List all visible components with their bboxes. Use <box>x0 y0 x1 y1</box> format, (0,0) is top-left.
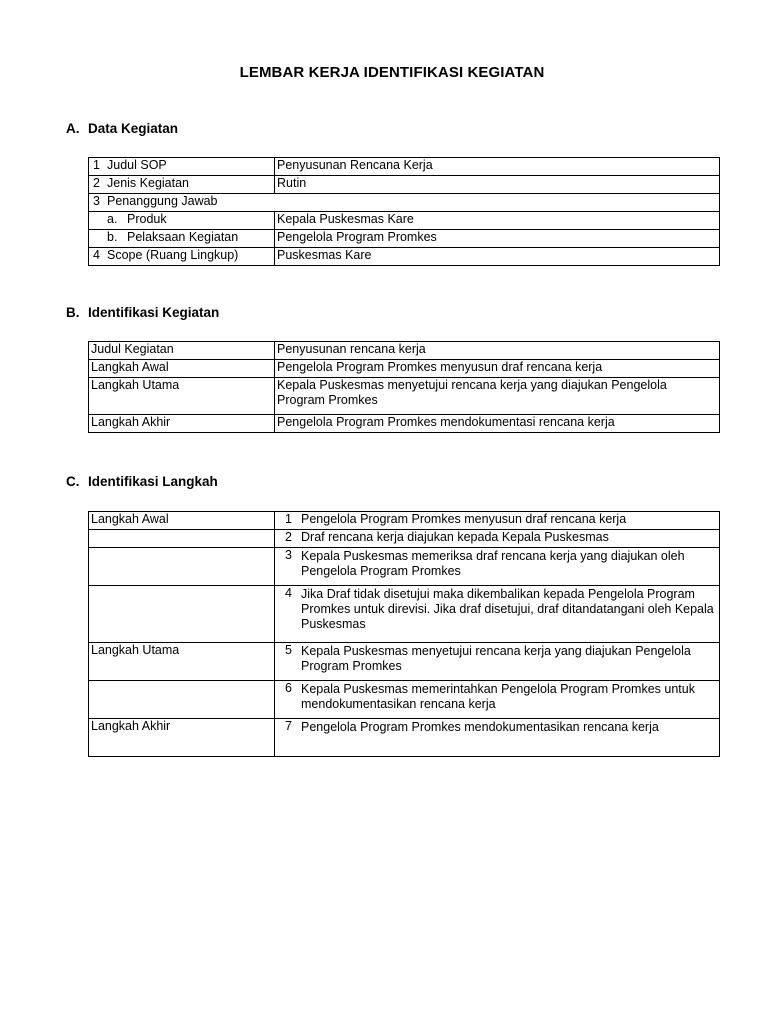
table-row <box>89 530 720 548</box>
identifikasi-kegiatan-table <box>88 341 720 433</box>
row-value: Pengelola Program Promkes mendokumentasi rencana kerja <box>275 415 720 433</box>
data-kegiatan-table <box>88 157 720 266</box>
sub-letter: b. <box>107 230 118 244</box>
row-label: Jenis Kegiatan <box>107 176 190 190</box>
table-row <box>89 194 720 212</box>
step-cell <box>275 681 720 719</box>
section-c-title: Identifikasi Langkah <box>88 474 218 489</box>
table-row <box>89 415 720 433</box>
row-label <box>89 548 275 586</box>
table-row <box>89 158 720 176</box>
step-text: Pengelola Program Promkes menyusun draf rencana kerja <box>301 512 627 526</box>
row-label: Scope (Ruang Lingkup) <box>107 248 239 262</box>
section-b-heading <box>66 305 219 320</box>
sub-letter: a. <box>107 212 118 226</box>
table-row <box>89 719 720 757</box>
row-value: Penyusunan rencana kerja <box>275 342 720 360</box>
table-cell <box>89 212 275 230</box>
table-cell <box>89 248 275 266</box>
step-cell <box>275 512 720 530</box>
table-row <box>89 176 720 194</box>
section-c-letter: C. <box>66 474 80 489</box>
row-label: Langkah Utama <box>89 378 275 415</box>
step-text: Jika Draf tidak disetujui maka dikembalikan kepada Pengelola Program Promkes untuk direvisi. Jika draf disetujui, draf ditandatangani oleh Kepala Puskesmas <box>301 587 714 631</box>
step-cell <box>275 548 720 586</box>
row-label: Judul SOP <box>107 158 167 172</box>
row-label: Produk <box>127 212 167 226</box>
row-value: Kepala Puskesmas menyetujui rencana kerja yang diajukan Pengelola Program Promkes <box>275 378 720 415</box>
section-a-title: Data Kegiatan <box>88 121 179 136</box>
row-label: Penanggung Jawab <box>107 194 218 208</box>
step-text: Kepala Puskesmas memeriksa draf rencana kerja yang diajukan oleh Pengelola Program Promkes <box>301 549 685 578</box>
page-title: LEMBAR KERJA IDENTIFIKASI KEGIATAN <box>239 64 545 81</box>
section-a-letter: A. <box>66 121 80 136</box>
identifikasi-langkah-table <box>88 511 720 757</box>
row-label: Langkah Awal <box>89 360 275 378</box>
row-label: Langkah Awal <box>89 512 275 530</box>
row-label <box>89 530 275 548</box>
step-text: Kepala Puskesmas menyetujui rencana kerja yang diajukan Pengelola Program Promkes <box>301 644 691 673</box>
row-label: Langkah Utama <box>89 643 275 681</box>
step-number: 7 <box>285 719 292 733</box>
row-value: Kepala Puskesmas Kare <box>275 212 720 230</box>
row-number: 1 <box>93 158 100 172</box>
table-row <box>89 548 720 586</box>
row-value: Penyusunan Rencana Kerja <box>275 158 720 176</box>
section-b-letter: B. <box>66 305 80 320</box>
step-text: Kepala Puskesmas memerintahkan Pengelola Program Promkes untuk mendokumentasikan rencana kerja <box>301 682 695 711</box>
table-row <box>89 681 720 719</box>
row-number: 2 <box>93 176 100 190</box>
step-number: 4 <box>285 586 292 600</box>
row-label: Judul Kegiatan <box>89 342 275 360</box>
table-cell <box>89 176 275 194</box>
step-cell <box>275 643 720 681</box>
table-row <box>89 360 720 378</box>
step-text: Draf rencana kerja diajukan kepada Kepala Puskesmas <box>301 530 609 544</box>
table-row <box>89 212 720 230</box>
row-number: 3 <box>93 194 100 208</box>
table-row <box>89 643 720 681</box>
section-b-title: Identifikasi Kegiatan <box>88 305 220 320</box>
step-number: 5 <box>285 643 292 657</box>
section-a-heading <box>66 121 178 136</box>
row-number: 4 <box>93 248 100 262</box>
row-label <box>89 681 275 719</box>
section-c-heading <box>66 474 218 489</box>
row-label: Langkah Akhir <box>89 719 275 757</box>
table-cell <box>89 158 275 176</box>
step-cell <box>275 530 720 548</box>
row-value: Puskesmas Kare <box>275 248 720 266</box>
row-value: Pengelola Program Promkes menyusun draf rencana kerja <box>275 360 720 378</box>
table-row <box>89 342 720 360</box>
table-row <box>89 378 720 415</box>
step-cell <box>275 586 720 643</box>
row-label <box>89 586 275 643</box>
step-cell <box>275 719 720 757</box>
row-label: Pelaksaan Kegiatan <box>127 230 239 244</box>
row-value: Pengelola Program Promkes <box>275 230 720 248</box>
row-label: Langkah Akhir <box>89 415 275 433</box>
table-row <box>89 586 720 643</box>
step-number: 6 <box>285 681 292 695</box>
table-row <box>89 512 720 530</box>
table-row <box>89 230 720 248</box>
table-row <box>89 248 720 266</box>
table-cell <box>89 194 720 212</box>
step-number: 1 <box>285 512 292 526</box>
row-value: Rutin <box>275 176 720 194</box>
table-cell <box>89 230 275 248</box>
step-number: 3 <box>285 548 292 562</box>
step-number: 2 <box>285 530 292 544</box>
step-text: Pengelola Program Promkes mendokumentasikan rencana kerja <box>301 720 659 734</box>
